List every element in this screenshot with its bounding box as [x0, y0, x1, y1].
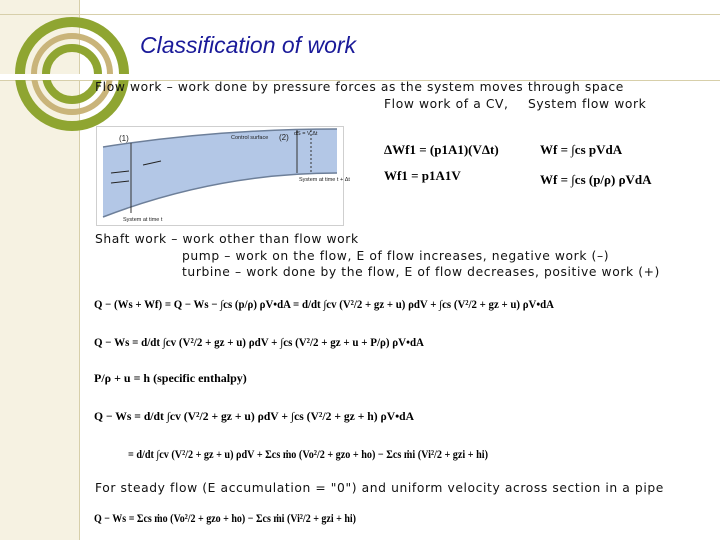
- svg-text:Q − (Ws + Wf) = Q − Ws − ∫cs (: Q − (Ws + Wf) = Q − Ws − ∫cs (p/ρ) ρV•dA = d/dt ∫cv (V²/2 + gz + u) ρdV + ∫cs (V²/2 + gz + u) ρV•dA: [94, 299, 555, 311]
- figure-label-2: (2): [279, 133, 289, 142]
- cv-flow-work-label: Flow work of a CV,: [384, 97, 509, 111]
- cv-flow-work-eq2: [384, 162, 534, 195]
- system-t-dt-label: System at time t + Δt: [299, 177, 350, 183]
- energy-equation-4: [128, 436, 708, 475]
- svg-text:ΔWf1 = (p1A1)(VΔt): ΔWf1 = (p1A1)(VΔt): [384, 142, 499, 157]
- svg-text:P/ρ + u = h (specific enthalpy: P/ρ + u = h (specific enthalpy): [94, 371, 247, 385]
- svg-text:Wf = ∫cs pVdA: Wf = ∫cs pVdA: [540, 142, 623, 157]
- system-flow-work-eq2: [540, 164, 710, 201]
- pipe-flow-figure: [96, 126, 350, 226]
- system-flow-work-label: System flow work: [528, 97, 647, 111]
- svg-text:Wf1 = p1A1V: Wf1 = p1A1V: [384, 168, 461, 183]
- energy-equation-2: [94, 324, 714, 363]
- steady-flow-equation: [94, 500, 494, 539]
- logo-rings-icon: [0, 0, 140, 80]
- svg-text:Q − Ws = d/dt ∫cv (V²/2 + gz +: Q − Ws = d/dt ∫cv (V²/2 + gz + u) ρdV + ∫cs (V²/2 + gz + h) ρV•dA: [94, 411, 415, 423]
- sidebar-divider: [79, 0, 80, 540]
- energy-equation-1: [94, 286, 714, 325]
- svg-text:Q − Ws = Σcs ṁo (Vo²/2 + gzo +: Q − Ws = Σcs ṁo (Vo²/2 + gzo + ho) − Σcs ṁi (Vi²/2 + gzi + hi): [94, 513, 357, 525]
- steady-flow-text: For steady flow (E accumulation = "0") and uniform velocity across section in a pipe: [95, 481, 664, 495]
- system-t-label: System at time t: [123, 217, 163, 223]
- ds-label: dS = V Δt: [294, 131, 318, 137]
- energy-equation-3: [94, 398, 714, 437]
- enthalpy-equation: [94, 362, 394, 397]
- slide-title: Classification of work: [140, 32, 357, 58]
- svg-text:= d/dt ∫cv (V²/2 + gz + u) ρdV: = d/dt ∫cv (V²/2 + gz + u) ρdV + Σcs ṁo (Vo²/2 + gzo + ho) − Σcs ṁi (Vi²/2 + gzi + hi): [128, 449, 489, 461]
- sidebar-band: [0, 0, 80, 540]
- control-surface-label: Control surface: [231, 135, 269, 141]
- pump-text: pump – work on the flow, E of flow increases, negative work (–): [182, 249, 610, 263]
- svg-text:Q − Ws = d/dt ∫cv (V²/2 + gz +: Q − Ws = d/dt ∫cv (V²/2 + gz + u) ρdV + ∫cs (V²/2 + gz + u + P/ρ) ρV•dA: [94, 337, 425, 349]
- svg-text:Wf = ∫cs (p/ρ) ρVdA: Wf = ∫cs (p/ρ) ρVdA: [540, 172, 652, 187]
- flow-work-text: Flow work – work done by pressure forces as the system moves through space: [95, 80, 624, 94]
- turbine-text: turbine – work done by the flow, E of flow decreases, positive work (+): [182, 265, 660, 279]
- figure-label-1: (1): [119, 134, 129, 143]
- shaft-work-text: Shaft work – work other than flow work: [95, 232, 359, 246]
